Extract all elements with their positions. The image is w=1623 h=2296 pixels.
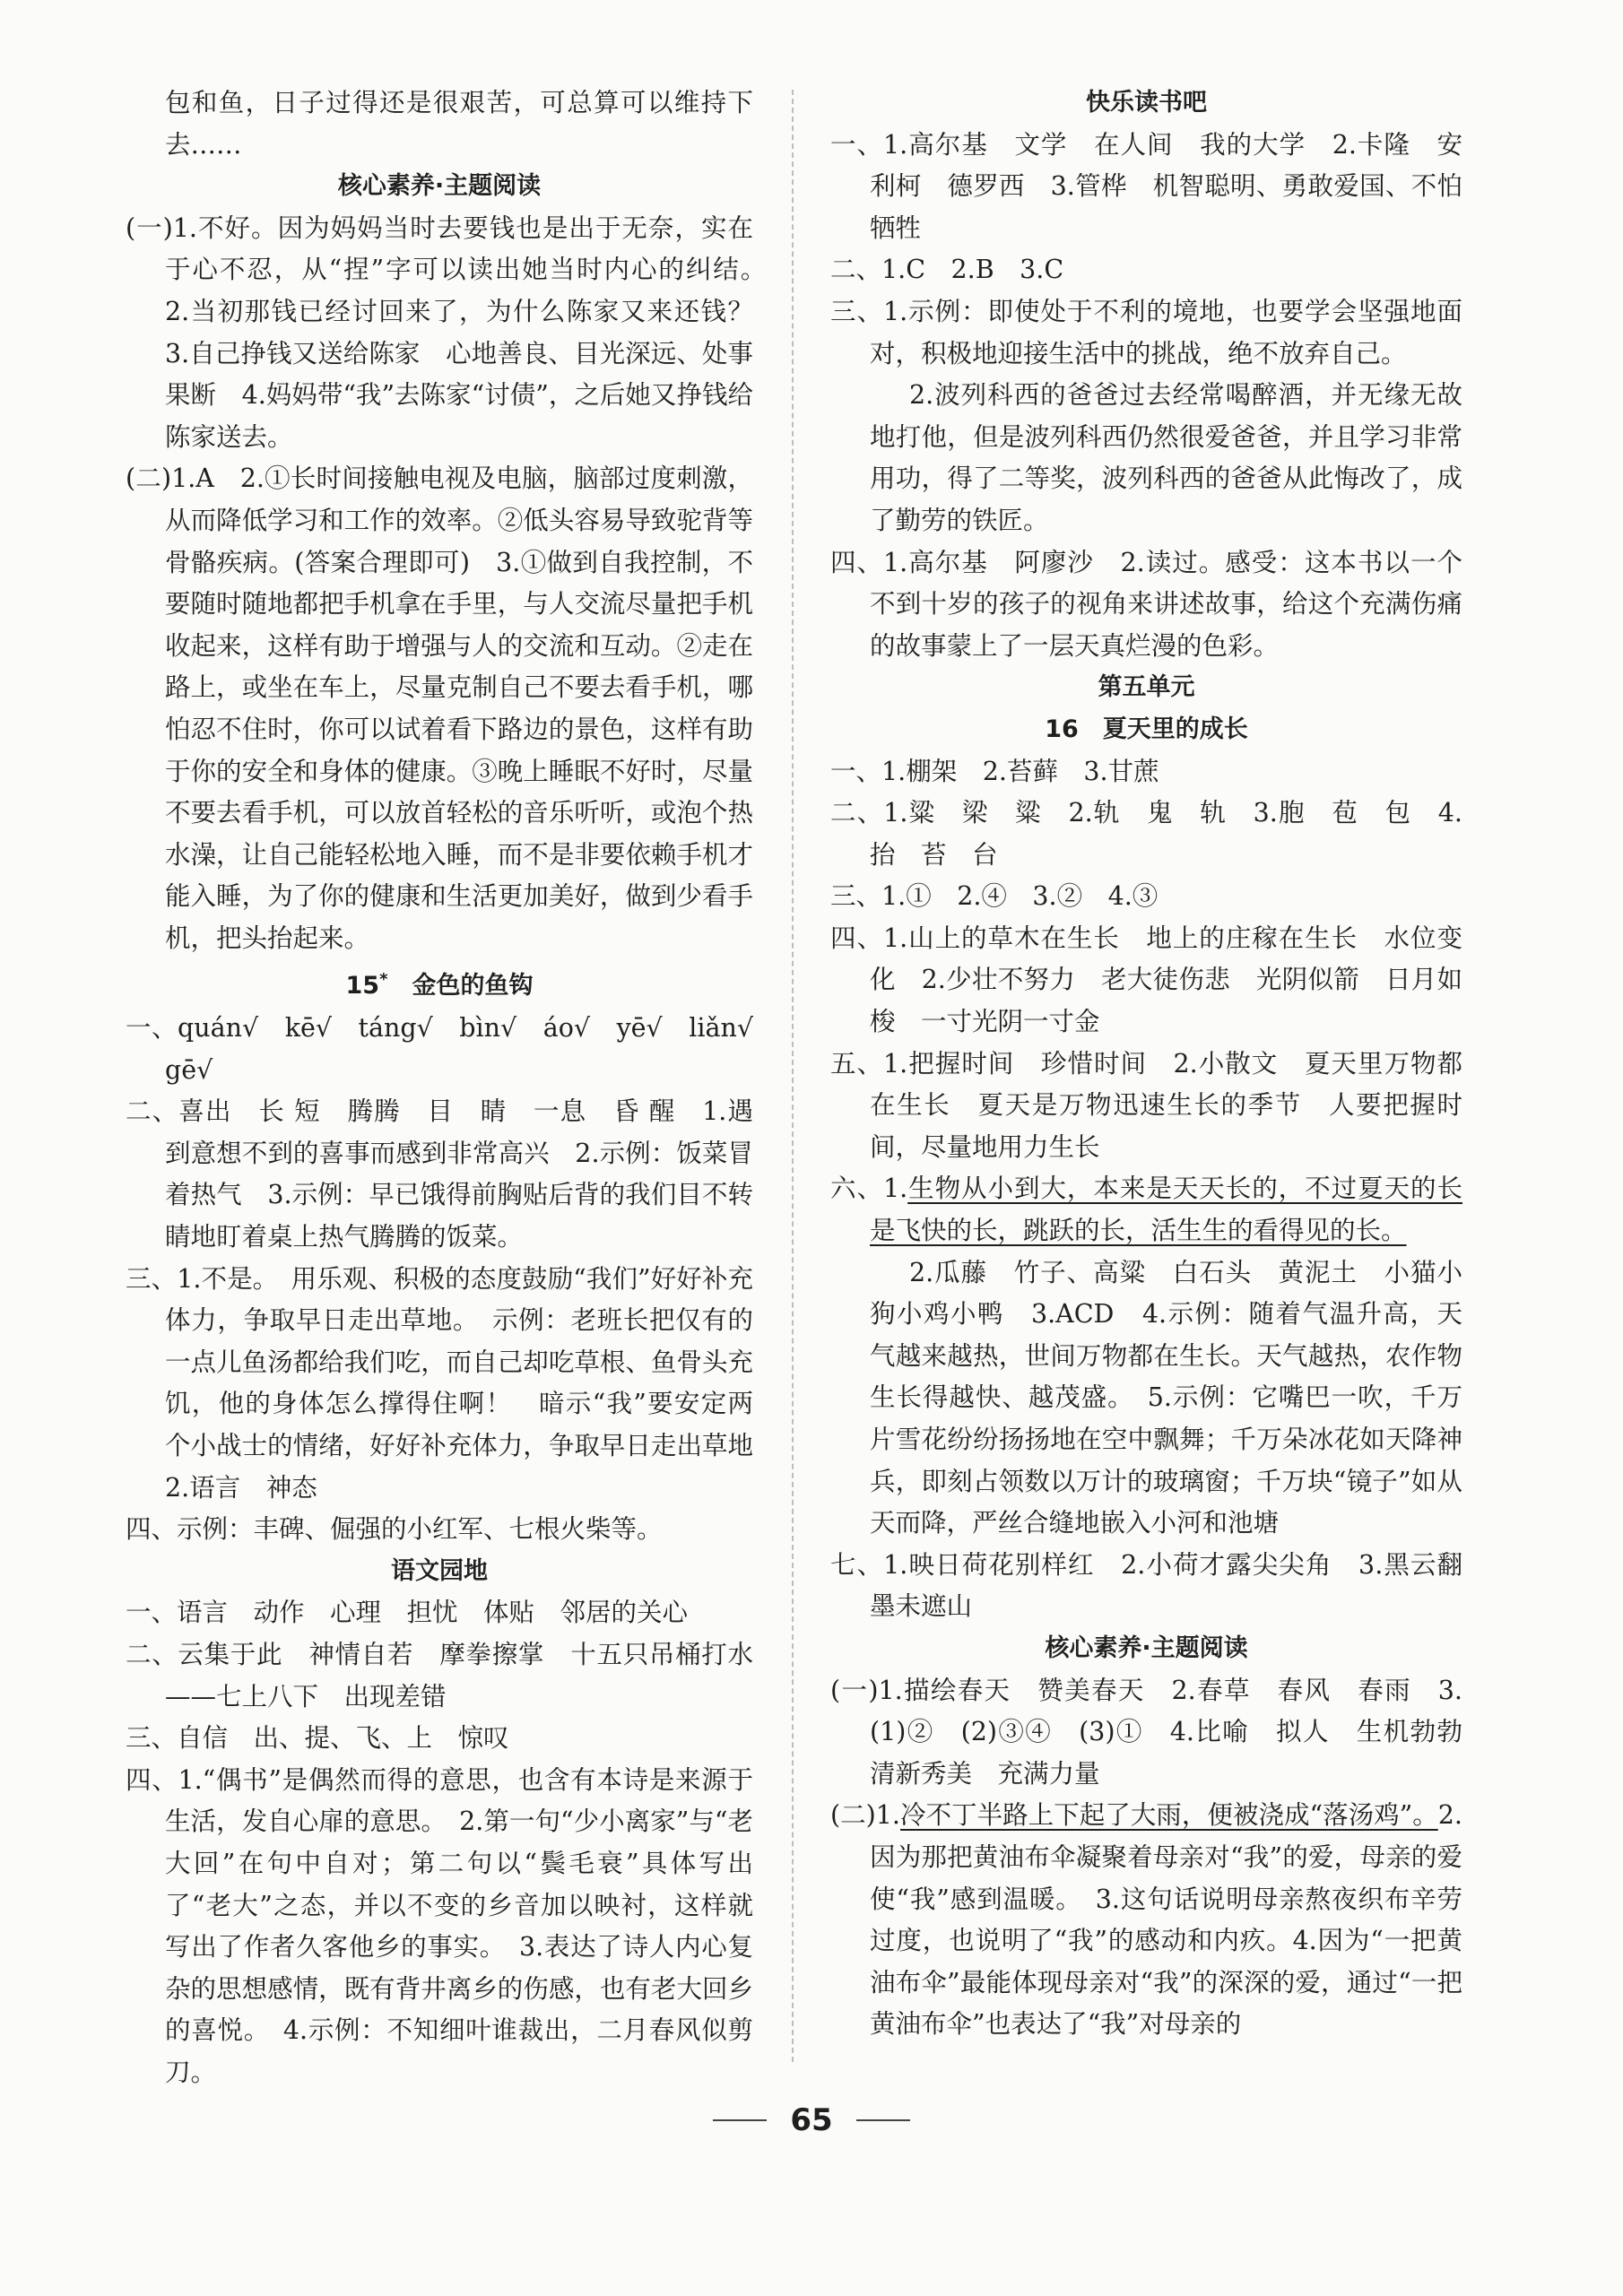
heading-text: 核心素养·主题阅读 (337, 172, 542, 201)
page-number: 65 (790, 2102, 833, 2138)
answer-paragraph: 包和鱼，日子过得还是很艰苦，可总算可以维持下去…… (165, 88, 753, 160)
section-heading (830, 667, 1462, 709)
answer-paragraph: 七、1.映日荷花别样红 2.小荷才露尖尖角 3.黑云翻墨未遮山 (830, 1549, 1462, 1622)
answer-paragraph: (二)1.A 2.①长时间接触电视及电脑，脑部过度刺激，从而降低学习和工作的效率。②低头容易导致驼背等骨骼疾病。(答案合理即可) 3.①做到自我控制，不要随时随地都把手机拿在手里，与人交流尽量把手机收起来，这样有助于增强与人的交流和互动。②走在路上，或坐在车上，尽量克制自己不要去看手机，哪怕忍不住时，你可以试着看下路边的景色，这样有助于你的安全和身体的健康。③晚上睡眠不好时，尽量不要去看手机，可以放首轻松的音乐听听，或泡个热水澡，让自己能轻松地入睡，而不是非要依赖手机才能入睡，为了你的健康和生活更加美好，做到少看手机，把头抬起来。 (126, 464, 753, 953)
heading-text: 金色的鱼钩 (412, 972, 534, 1001)
left-column (126, 82, 779, 2094)
answer-paragraph: 二、1.粱 梁 粱 2.轨 鬼 轨 3.胞 苞 包 4.抬 苔 台 (830, 798, 1462, 870)
section-heading (830, 82, 1462, 125)
answer-paragraph: (一)1.不好。因为妈妈当时去要钱也是出于无奈，实在于心不忍，从“捏”字可以读出她当时内心的纠结。 2.当初那钱已经讨回来了，为什么陈家又来还钱？ 3.自己挣钱又送给陈家 心地善良、目光深远、处事果断 4.妈妈带“我”去陈家“讨债”，之后她又挣钱给陈家送去。 (126, 212, 779, 452)
answer-paragraph: 一、1.棚架 2.苔藓 3.甘蔗 (830, 756, 1159, 786)
answer-paragraph: 三、1.不是。 用乐观、积极的态度鼓励“我们”好好补充体力，争取早日走出草地。 示例：老班长把仅有的一点儿鱼汤都给我们吃，而自己却吃草根、鱼骨头充饥，他的身体怎么撑得住啊！ 暗示“我”要安定两个小战士的情绪，好好补充体力，争取早日走出草地 2.语言 神态 (126, 1263, 779, 1503)
answer-paragraph: 一、语言 动作 心理 担忧 体贴 邻居的关心 (126, 1598, 689, 1628)
answer-paragraph: 二、云集于此 神情自若 摩拳擦掌 十五只吊桶打水——七上八下 出现差错 (126, 1639, 753, 1711)
footer-line-right (856, 2119, 910, 2121)
answer-paragraph: 四、1.高尔基 阿廖沙 2.读过。感受：这本书以一个不到十岁的孩子的视角来讲述故事，给这个充满伤痛的故事蒙上了一层天真烂漫的色彩。 (830, 547, 1462, 661)
answer-paragraph: 二、1.C 2.B 3.C (830, 255, 1064, 285)
answer-paragraph: 三、1.① 2.④ 3.② 4.③ (830, 881, 1159, 912)
footer-line-left (713, 2119, 767, 2121)
page-footer (0, 2102, 1623, 2138)
answer-paragraph: 三、自信 出、提、飞、上 惊叹 (126, 1723, 509, 1754)
answer-paragraph: 五、1.把握时间 珍惜时间 2.小散文 夏天里万物都在生长 夏天是万物迅速生长的季节 人要把握时间，尽量地用力生长 (830, 1048, 1462, 1162)
answer-section-two (830, 1795, 1462, 2046)
right-column (830, 82, 1488, 2046)
answer-paragraph: 一、1.高尔基 文学 在人间 我的大学 2.卡隆 安利柯 德罗西 3.管桦 机智聪明、勇敢爱国、不怕牺牲 (830, 129, 1462, 243)
section-heading (126, 166, 753, 208)
answer-paragraph: 2.波列科西的爸爸过去经常喝醉酒，并无缘无故地打他，但是波列科西仍然很爱爸爸，并且学习非常用功，得了二等奖，波列科西的爸爸从此悔改了，成了勤劳的铁匠。 (870, 380, 1462, 535)
six-underlined: 生物从小到大，本来是天天长的，不过夏天的长是飞快的长，跳跃的长，活生生的看得见的长。 (870, 1174, 1462, 1246)
answer-paragraph: 二、喜出 长 短 腾腾 目 睛 一息 昏 醒 1.遇到意想不到的喜事而感到非常高兴 2.示例：饭菜冒着热气 3.示例：早已饿得前胸贴后背的我们目不转睛地盯着桌上热气腾腾的饭菜。 (126, 1096, 753, 1252)
two-rest: 2.因为那把黄油布伞凝聚着母亲对“我”的爱，母亲的爱使“我”感到温暖。 3.这句话说明母亲熬夜织布辛劳过度，也说明了“我”的感动和内疚。4.因为“一把黄油布伞”最能体现母亲对“我”的深深的爱，通过“一把黄油布伞”也表达了“我”对母亲的 (870, 1800, 1462, 2040)
section-heading (830, 709, 1462, 751)
heading-text: 第五单元 (1098, 673, 1195, 702)
answer-section-six (830, 1168, 1462, 1252)
answer-paragraph: 四、1.“偶书”是偶然而得的意思，也含有本诗是来源于生活，发自心扉的意思。 2.第一句“少小离家”与“老大回”在句中自对；第二句以“鬓毛衰”具体写出了“老大”之态，并以不变的乡音加以映衬，这样就写出了作者久客他乡的事实。 3.表达了诗人内心复杂的思想感情，既有背井离乡的伤感，也有老大回乡的喜悦。 4.示例：不知细叶谁裁出，二月春风似剪刀。 (126, 1764, 753, 2087)
heading-text: 核心素养·主题阅读 (1045, 1633, 1248, 1662)
lesson-number: 15 (345, 972, 380, 1001)
answer-paragraph: 三、1.示例：即使处于不利的境地，也要学会坚强地面对，积极地迎接生活中的挑战，绝不放弃自己。 (830, 296, 1462, 368)
column-divider (792, 90, 794, 2062)
answer-paragraph: 四、1.山上的草木在生长 地上的庄稼在生长 水位变化 2.少壮不努力 老大徒伤悲 光阴似箭 日月如梭 一寸光阴一寸金 (830, 923, 1462, 1037)
answer-paragraph: (一)1.描绘春天 赞美春天 2.春草 春风 春雨 3.(1)② (2)③④ (3)① 4.比喻 拟人 生机勃勃 清新秀美 充满力量 (830, 1675, 1488, 1789)
six-rest: 2.瓜藤 竹子、高粱 白石头 黄泥土 小猫小狗小鸡小鸭 3.ACD 4.示例：随着气温升高，天气越来越热，世间万物都在生长。天气越热，农作物生长得越快、越茂盛。 5.示例：它嘴巴一吹，千万片雪花纷纷扬扬地在空中飘舞；千万朵冰花如天降神兵，即刻占领数以万计的玻璃窗；千万块“镜子”如从天而降，严丝合缝地嵌入小河和池塘 (870, 1257, 1462, 1538)
section-heading (126, 959, 753, 1008)
six-lead: 六、1. (830, 1174, 908, 1204)
lesson-star: * (379, 970, 388, 990)
answer-paragraph: 四、示例：丰碑、倔强的小红军、七根火柴等。 (126, 1514, 663, 1545)
two-underlined: 冷不丁半路上下起了大雨，便被浇成“落汤鸡”。 (900, 1800, 1438, 1831)
two-lead: (二)1. (830, 1800, 900, 1831)
heading-text: 快乐读书吧 (1086, 89, 1207, 117)
heading-text: 语文园地 (391, 1556, 488, 1585)
section-heading (126, 1551, 753, 1593)
answer-paragraph: 一、quán√ kē√ táng√ bìn√ áo√ yē√ liǎn√ gē√ (126, 1013, 779, 1085)
section-heading (830, 1628, 1462, 1670)
heading-text: 16 夏天里的成长 (1045, 715, 1248, 743)
